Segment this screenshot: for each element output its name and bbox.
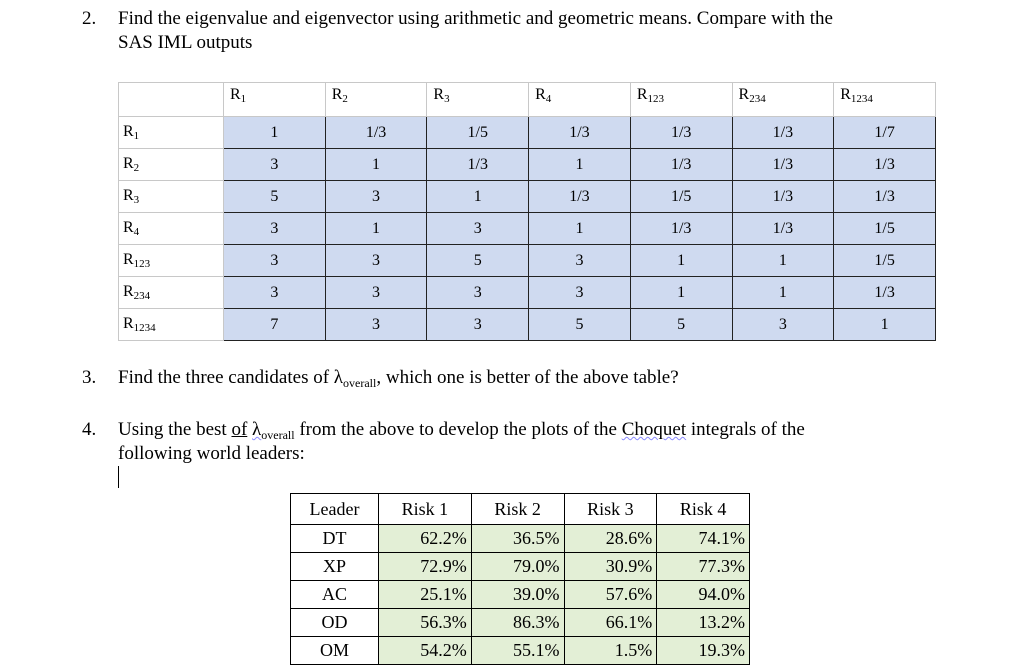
risk-value: 94.0%: [657, 581, 750, 609]
matrix-cell: 1: [427, 181, 529, 213]
matrix-cell: 3: [224, 149, 326, 181]
matrix-cell: 1/3: [325, 117, 427, 149]
matrix-cell: 1/3: [834, 181, 936, 213]
matrix-row-header: $R_{234}$: [119, 277, 224, 309]
question-text-line2: SAS IML outputs: [118, 32, 253, 53]
matrix-cell: 1/3: [834, 149, 936, 181]
risk-value: 19.3%: [657, 637, 750, 665]
matrix-cell: 3: [224, 213, 326, 245]
leaders-row: [291, 637, 750, 665]
risk-value: 54.2%: [379, 637, 472, 665]
matrix-cell: 5: [427, 245, 529, 277]
matrix-cell: 5: [630, 309, 732, 341]
matrix-cell: 3: [224, 245, 326, 277]
risk-value: 1.5%: [564, 637, 657, 665]
matrix-cell: 1: [529, 213, 631, 245]
matrix-cell: 1: [325, 149, 427, 181]
question-text-line2: following world leaders:: [118, 443, 305, 464]
matrix-cell: 3: [427, 309, 529, 341]
question-4: [82, 419, 1002, 469]
leaders-col-header: Risk 1: [379, 494, 472, 525]
risk-value: 77.3%: [657, 553, 750, 581]
matrix-cell: 1/3: [529, 181, 631, 213]
leader-name: OM: [291, 637, 379, 665]
matrix-cell: 1/3: [630, 117, 732, 149]
matrix-cell: 1/3: [834, 277, 936, 309]
matrix-cell: 3: [427, 277, 529, 309]
matrix-corner-cell: [119, 83, 224, 117]
matrix-row-header: $R_{1234}$: [119, 309, 224, 341]
leaders-row: [291, 553, 750, 581]
risk-value: 56.3%: [379, 609, 472, 637]
leaders-row: [291, 581, 750, 609]
leader-name: AC: [291, 581, 379, 609]
risk-value: 62.2%: [379, 525, 472, 553]
matrix-cell: 1/3: [529, 117, 631, 149]
matrix-col-header: $R_{1234}$: [834, 83, 936, 117]
matrix-cell: 1: [224, 117, 326, 149]
matrix-row-header: $R_2$: [119, 149, 224, 181]
matrix-cell: 1/5: [427, 117, 529, 149]
question-2: [82, 8, 1002, 56]
leaders-header-row: [291, 494, 750, 525]
matrix-cell: 1/3: [732, 213, 834, 245]
matrix-cell: 1/3: [630, 213, 732, 245]
matrix-cell: 1/3: [427, 149, 529, 181]
matrix-row: [119, 277, 936, 309]
risk-value: 13.2%: [657, 609, 750, 637]
lambda-symbol: $\lambda_{overall}$: [252, 419, 295, 442]
question-text: Find the three candidates of $\lambda_{overall}$, which one is better of the above table?: [118, 367, 679, 390]
matrix-cell: 1/3: [732, 181, 834, 213]
matrix-row: [119, 213, 936, 245]
question-text: Find the eigenvalue and eigenvector using arithmetic and geometric means. Compare with the: [118, 8, 833, 29]
matrix-cell: 1: [630, 245, 732, 277]
leaders-col-header: Risk 4: [657, 494, 750, 525]
matrix-cell: 1/3: [630, 149, 732, 181]
matrix-col-header: $R_{234}$: [732, 83, 834, 117]
matrix-cell: 3: [325, 277, 427, 309]
matrix-cell: 1: [732, 245, 834, 277]
matrix-cell: 1: [630, 277, 732, 309]
underlined-of: of: [231, 419, 248, 440]
leaders-col-header: Risk 3: [564, 494, 657, 525]
matrix-col-header: $R_3$: [427, 83, 529, 117]
matrix-row: [119, 181, 936, 213]
matrix-row-header: $R_1$: [119, 117, 224, 149]
spellcheck-word: Choquet: [621, 419, 687, 440]
matrix-cell: 1/7: [834, 117, 936, 149]
leaders-row: [291, 525, 750, 553]
risk-value: 36.5%: [471, 525, 564, 553]
matrix-cell: 3: [732, 309, 834, 341]
comparison-matrix: [118, 82, 936, 341]
matrix-col-header: $R_2$: [325, 83, 427, 117]
matrix-cell: 1: [325, 213, 427, 245]
matrix-cell: 1: [529, 149, 631, 181]
risk-value: 72.9%: [379, 553, 472, 581]
matrix-row: [119, 117, 936, 149]
risk-value: 30.9%: [564, 553, 657, 581]
leader-name: OD: [291, 609, 379, 637]
matrix-cell: 3: [427, 213, 529, 245]
matrix-cell: 3: [325, 245, 427, 277]
question-number: 4.: [82, 419, 97, 440]
matrix-cell: 1/5: [834, 245, 936, 277]
matrix-header-row: [119, 83, 936, 117]
lambda-symbol: $\lambda_{overall}$: [333, 367, 377, 390]
matrix-cell: 5: [529, 309, 631, 341]
matrix-col-header: $R_4$: [529, 83, 631, 117]
leaders-risk-table: [290, 493, 750, 665]
risk-value: 86.3%: [471, 609, 564, 637]
matrix-cell: 1: [732, 277, 834, 309]
leaders-col-header: Leader: [291, 494, 379, 525]
matrix-col-header: $R_{123}$: [630, 83, 732, 117]
matrix-cell: 5: [224, 181, 326, 213]
matrix-cell: 1/3: [732, 149, 834, 181]
matrix-cell: 3: [529, 245, 631, 277]
risk-value: 57.6%: [564, 581, 657, 609]
question-number: 3.: [82, 367, 97, 388]
matrix-row: [119, 149, 936, 181]
risk-value: 39.0%: [471, 581, 564, 609]
leader-name: DT: [291, 525, 379, 553]
matrix-row-header: $R_3$: [119, 181, 224, 213]
risk-value: 55.1%: [471, 637, 564, 665]
matrix-row: [119, 309, 936, 341]
leaders-col-header: Risk 2: [471, 494, 564, 525]
risk-value: 74.1%: [657, 525, 750, 553]
matrix-col-header: $R_1$: [224, 83, 326, 117]
question-text: Using the best of $\lambda_{overall}$ from the above to develop the plots of the Choquet integrals of the: [118, 419, 805, 442]
question-number: 2.: [82, 8, 97, 29]
risk-value: 79.0%: [471, 553, 564, 581]
matrix-cell: 1/5: [630, 181, 732, 213]
matrix-row-header: $R_4$: [119, 213, 224, 245]
risk-value: 28.6%: [564, 525, 657, 553]
leaders-row: [291, 609, 750, 637]
matrix-cell: 3: [325, 181, 427, 213]
text-cursor: [118, 466, 119, 488]
matrix-cell: 1: [834, 309, 936, 341]
matrix-row-header: $R_{123}$: [119, 245, 224, 277]
matrix-row: [119, 245, 936, 277]
matrix-cell: 3: [224, 277, 326, 309]
leader-name: XP: [291, 553, 379, 581]
matrix-cell: 7: [224, 309, 326, 341]
matrix-cell: 1/3: [732, 117, 834, 149]
matrix-cell: 3: [529, 277, 631, 309]
risk-value: 66.1%: [564, 609, 657, 637]
matrix-cell: 3: [325, 309, 427, 341]
question-3: [82, 367, 982, 393]
risk-value: 25.1%: [379, 581, 472, 609]
matrix-cell: 1/5: [834, 213, 936, 245]
